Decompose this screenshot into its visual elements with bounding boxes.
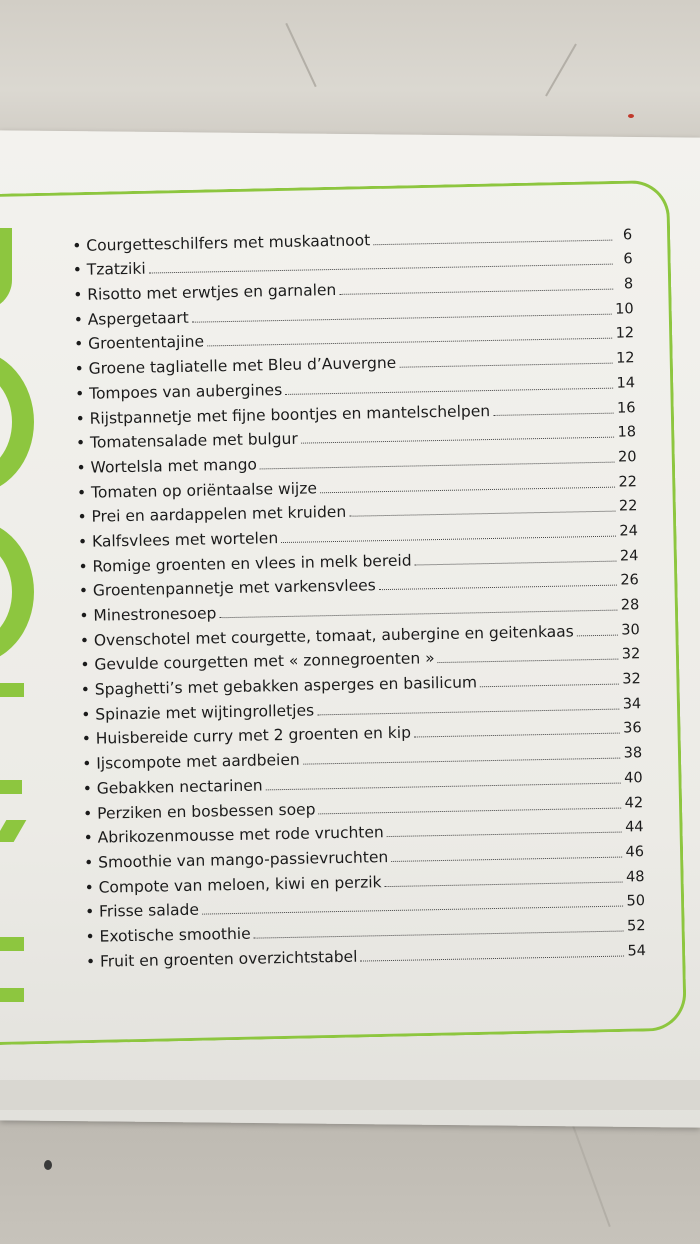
bullet-icon: • <box>81 730 92 749</box>
toc-entry-page-number: 20 <box>617 449 637 466</box>
bullet-icon: • <box>78 557 88 576</box>
dot-leader <box>414 732 619 738</box>
toc-entry-title: Romige groenten en vlees in melk bereid <box>92 551 412 576</box>
toc-entry-page-number: 50 <box>626 893 646 910</box>
toc-entry-page-number: 8 <box>623 276 634 293</box>
decorative-bar <box>0 937 24 951</box>
toc-entry-page-number: 22 <box>618 473 638 491</box>
bullet-icon: • <box>81 705 91 724</box>
toc-entry-page-number: 12 <box>615 350 635 367</box>
toc-entry-title: Aspergetaart <box>87 308 189 329</box>
toc-entry-page-number: 16 <box>616 399 636 417</box>
toc-entry-title: Wortelsla met mango <box>90 455 258 477</box>
toc-entry-title: Tomaten op oriëntaalse wijze <box>90 478 318 502</box>
toc-entry-page-number: 10 <box>615 300 634 318</box>
bullet-icon: • <box>80 680 91 699</box>
bullet-icon: • <box>83 853 94 872</box>
toc-entry-page-number: 36 <box>623 720 642 737</box>
bullet-icon: • <box>74 359 84 379</box>
toc-entry-page-number: 42 <box>624 794 644 811</box>
bullet-icon: • <box>72 236 82 255</box>
decorative-bar <box>0 683 24 697</box>
toc-entry-page-number: 30 <box>621 621 640 639</box>
toc-entry-page-number: 12 <box>615 325 635 343</box>
dot-leader <box>379 584 617 591</box>
table-of-contents <box>72 219 646 970</box>
bullet-icon: • <box>83 828 94 848</box>
dot-leader <box>391 855 621 861</box>
bullet-icon: • <box>77 508 87 527</box>
bullet-icon: • <box>84 902 95 922</box>
bullet-icon: • <box>76 483 87 502</box>
toc-entry-page-number: 48 <box>625 868 645 886</box>
toc-entry-title: Ijscompote met aardbeien <box>96 750 300 773</box>
background-surface-top <box>0 0 700 150</box>
dot-leader <box>399 362 612 368</box>
bullet-icon: • <box>79 606 89 625</box>
toc-entry-title: Rijstpannetje met fijne boontjes en mantelschelpen <box>89 401 491 428</box>
toc-entry-page-number: 40 <box>624 769 643 787</box>
toc-entry-page-number: 24 <box>619 547 639 565</box>
toc-entry-title: Prei en aardappelen met kruiden <box>91 503 347 526</box>
toc-entry-title: Gebakken nectarinen <box>96 776 263 798</box>
toc-entry-title: Gevulde courgetten met « zonnegroenten » <box>94 649 435 675</box>
decorative-bar <box>0 780 22 794</box>
bullet-icon: • <box>76 458 86 477</box>
bullet-icon: • <box>78 582 89 601</box>
bullet-icon: • <box>72 261 83 280</box>
toc-entry-title: Frisse salade <box>98 900 200 921</box>
dot-leader <box>373 238 612 245</box>
toc-entry-title: Minestronesoep <box>93 604 217 625</box>
toc-entry-page-number: 6 <box>623 251 633 268</box>
dot-leader <box>360 954 623 961</box>
toc-entry-page-number: 24 <box>619 523 639 540</box>
bullet-icon: • <box>73 310 84 329</box>
bullet-icon: • <box>74 335 84 354</box>
toc-entry-page-number: 32 <box>621 646 641 663</box>
toc-entry-page-number: 44 <box>624 819 644 836</box>
dark-speck <box>44 1160 52 1170</box>
toc-entry-title: Compote van meloen, kiwi en perzik <box>98 872 382 897</box>
toc-entry-title: Perziken en bosbessen soep <box>97 799 316 823</box>
toc-entry-page-number: 22 <box>618 498 638 515</box>
toc-entry-page-number: 6 <box>622 226 633 244</box>
bullet-icon: • <box>85 952 96 971</box>
bullet-icon: • <box>83 804 93 823</box>
toc-entry-title: Spinazie met wijtingrolletjes <box>95 701 315 724</box>
toc-entry-title: Tzatziki <box>86 259 146 280</box>
page-bottom-edge <box>0 1080 700 1110</box>
toc-entry-title: Tomatensalade met bulgur <box>89 429 298 452</box>
toc-entry-title: Exotische smoothie <box>99 924 251 946</box>
toc-entry-title: Groene tagliatelle met Bleu d’Auvergne <box>88 353 397 378</box>
decorative-bar <box>0 988 24 1002</box>
toc-entry-page-number: 52 <box>626 918 646 935</box>
bullet-icon: • <box>73 285 83 305</box>
bullet-icon: • <box>79 631 90 650</box>
dot-leader <box>438 658 618 663</box>
toc-entry-title: Risotto met erwtjes en garnalen <box>87 281 337 304</box>
toc-entry-title: Ovenschotel met courgette, tomaat, aubergine en geitenkaas <box>93 622 574 650</box>
toc-entry-title: Abrikozenmousse met rode vruchten <box>97 823 384 847</box>
dot-leader <box>385 880 623 887</box>
toc-entry-page-number: 34 <box>622 695 642 713</box>
toc-entry-title: Smoothie van mango-passievruchten <box>97 847 389 872</box>
toc-entry-title: Huisbereide curry met 2 groenten en kip <box>95 724 412 749</box>
toc-entry-page-number: 46 <box>625 844 645 861</box>
toc-entry-title: Courgetteschilfers met muskaatnoot <box>86 230 371 255</box>
bullet-icon: • <box>80 656 90 675</box>
dot-leader <box>493 411 613 415</box>
toc-entry-title: Groentenpannetje met varkensvlees <box>92 576 376 600</box>
bullet-icon: • <box>75 409 85 428</box>
toc-entry-title: Groententajine <box>88 332 205 354</box>
background-surface-bottom <box>0 1110 700 1244</box>
dot-leader <box>387 831 621 837</box>
toc-entry-page-number: 18 <box>617 424 637 441</box>
bullet-icon: • <box>74 384 85 403</box>
toc-entry-page-number: 28 <box>620 597 640 614</box>
toc-entry-title: Fruit en groenten overzichtstabel <box>99 947 358 971</box>
dot-leader <box>480 683 618 688</box>
bullet-icon: • <box>82 754 92 774</box>
bullet-icon: • <box>77 532 88 551</box>
toc-entry-page-number: 54 <box>627 942 647 960</box>
bullet-icon: • <box>82 779 93 798</box>
toc-entry-title: Tompoes van aubergines <box>88 380 283 403</box>
bullet-icon: • <box>85 927 95 946</box>
toc-entry-title: Kalfsvlees met wortelen <box>91 529 279 551</box>
bullet-icon: • <box>84 878 94 897</box>
bullet-icon: • <box>75 433 86 453</box>
toc-entry-page-number: 26 <box>620 572 639 589</box>
toc-entry-page-number: 14 <box>616 375 636 392</box>
dot-leader <box>577 633 618 636</box>
toc-entry-page-number: 32 <box>622 671 641 688</box>
dot-leader <box>415 559 616 565</box>
red-speck <box>628 114 634 118</box>
toc-entry-title: Spaghetti’s met gebakken asperges en basilicum <box>94 673 478 699</box>
toc-entry-page-number: 38 <box>623 745 643 762</box>
